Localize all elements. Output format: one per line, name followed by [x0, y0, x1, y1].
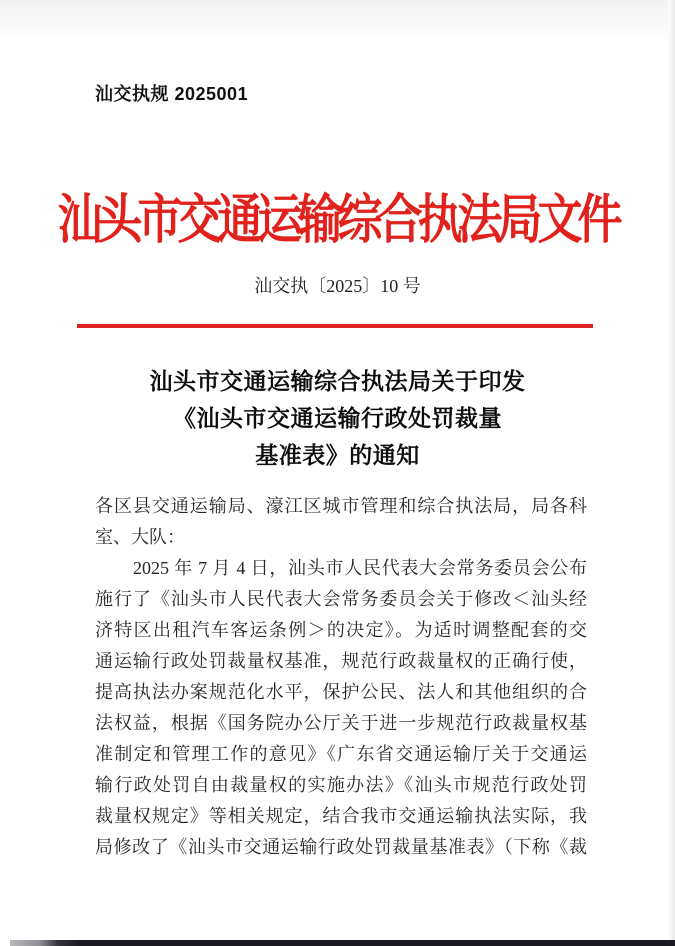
notice-title-line: 基准表》的通知	[255, 443, 420, 468]
notice-title	[0, 363, 675, 474]
scan-edge-bottom	[0, 940, 675, 946]
masthead-title: 汕头市交通运输综合执法局文件	[57, 190, 618, 250]
body-text-line: 2025 年 7 月 4 日，汕头市人民代表大会常务委员会公布	[133, 558, 587, 578]
red-divider-line	[77, 324, 593, 328]
body-text-line: 法权益，根据《国务院办公厅关于进一步规范行政裁量权基	[95, 713, 587, 733]
body-text-line: 通运输行政处罚裁量权基准，规范行政裁量权的正确行使，	[95, 651, 587, 671]
body-text-line: 室、大队：	[95, 527, 185, 547]
issue-number: 汕交执〔2025〕10 号	[254, 276, 421, 296]
body-text-line: 济特区出租汽车客运条例＞的决定》。为适时调整配套的交	[95, 620, 587, 640]
body-text-line: 提高执法办案规范化水平，保护公民、法人和其他组织的合	[95, 682, 587, 702]
body-text-line: 施行了《汕头市人民代表大会常务委员会关于修改＜汕头经	[95, 589, 587, 609]
scan-shadow-top	[0, 0, 675, 42]
body-text-line: 各区县交通运输局、濠江区城市管理和综合执法局，局各科	[95, 496, 587, 516]
body-text-line: 输行政处罚自由裁量权的实施办法》《汕头市规范行政处罚	[95, 775, 587, 795]
notice-body	[95, 491, 587, 863]
regulation-number: 汕交执规 2025001	[95, 84, 249, 104]
notice-title-line: 《汕头市交通运输行政处罚裁量	[173, 406, 502, 431]
body-text-line: 裁量权规定》等相关规定，结合我市交通运输执法实际，我	[95, 806, 587, 826]
notice-title-line: 汕头市交通运输综合执法局关于印发	[149, 369, 526, 394]
body-text-line: 局修改了《汕头市交通运输行政处罚裁量基准表》（下称《裁	[95, 837, 587, 857]
body-text-line: 准制定和管理工作的意见》《广东省交通运输厅关于交通运	[95, 744, 587, 764]
